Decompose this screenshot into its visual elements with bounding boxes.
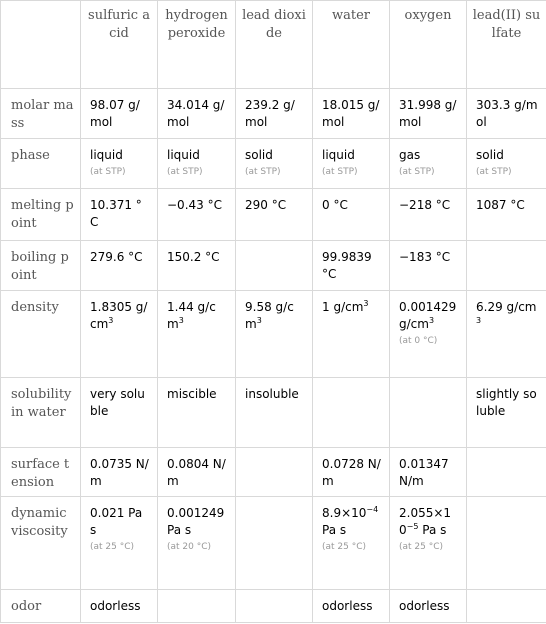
cell-value: insoluble [245,387,299,401]
row-label: solubility in water [1,378,81,448]
cell-value: slightly soluble [476,387,537,418]
table-cell [236,189,313,241]
row-label: molar mass [1,89,81,139]
table-cell [467,291,546,378]
cell-value: 8.9×10 [322,506,367,520]
cell-superscript: −5 [406,522,419,531]
table-row [1,497,546,590]
cell-value: 0.0735 N/m [90,457,149,488]
table-row [1,139,546,189]
table-cell [313,590,390,623]
table-cell [158,139,236,189]
table-cell [390,590,467,623]
row-label: surface tension [1,448,81,497]
table-cell [390,189,467,241]
cell-value: 303.3 g/mol [476,98,538,129]
table-row [1,189,546,241]
table-cell [158,590,236,623]
table-cell [467,241,546,291]
cell-value: gas [399,148,421,162]
table-row [1,241,546,291]
table-cell [236,241,313,291]
cell-value: −0.43 °C [167,198,222,212]
cell-value: 1.44 g/cm [167,300,216,331]
table-cell [467,497,546,590]
table-cell [467,139,546,189]
table-cell [313,378,390,448]
table-cell [467,590,546,623]
table-cell [390,241,467,291]
header-row [1,1,546,89]
column-header: water [313,1,390,89]
cell-value: miscible [167,387,217,401]
corner-cell [1,1,81,89]
table-cell [313,189,390,241]
table-cell [81,291,158,378]
table-cell [236,139,313,189]
table-cell [236,448,313,497]
table-cell [158,89,236,139]
table-cell [81,189,158,241]
table-cell [390,448,467,497]
cell-value: 0.0728 N/m [322,457,381,488]
cell-value: liquid [322,148,355,162]
cell-value: 2.055×10 [399,506,452,537]
table-cell [236,590,313,623]
table-cell [236,497,313,590]
cell-superscript: 3 [363,299,369,308]
table-cell [81,497,158,590]
cell-value: solid [245,148,273,162]
table-cell [313,89,390,139]
cell-note: (at STP) [245,167,281,177]
table-cell [390,291,467,378]
cell-value: −218 °C [399,198,451,212]
cell-superscript: 3 [108,316,114,325]
cell-value: 239.2 g/mol [245,98,295,129]
cell-value: solid [476,148,504,162]
cell-value: 0 °C [322,198,348,212]
cell-note: (at STP) [476,167,512,177]
row-label: boiling point [1,241,81,291]
row-label: odor [1,590,81,623]
table-row [1,378,546,448]
table-row [1,291,546,378]
cell-note: (at 0 °C) [399,336,438,346]
cell-note: (at STP) [322,167,358,177]
table-row [1,590,546,623]
table-cell [390,378,467,448]
cell-value: 0.01347 N/m [399,457,449,488]
cell-value: 9.58 g/cm [245,300,294,331]
cell-note: (at STP) [167,167,203,177]
cell-value: very soluble [90,387,145,418]
table-cell [158,448,236,497]
table-cell [81,448,158,497]
cell-value: odorless [399,599,450,613]
cell-unit: Pa s [418,523,447,537]
cell-note: (at 25 °C) [90,542,135,552]
cell-note: (at 25 °C) [399,542,444,552]
table-cell [236,291,313,378]
cell-value: 279.6 °C [90,250,143,264]
table-row [1,89,546,139]
table-row [1,448,546,497]
cell-value: odorless [90,599,141,613]
table-cell [158,189,236,241]
row-label: dynamic viscosity [1,497,81,590]
table-cell [81,139,158,189]
table-cell [313,139,390,189]
table-cell [313,241,390,291]
table-cell [390,139,467,189]
cell-superscript: −4 [366,505,379,514]
table-cell [158,241,236,291]
cell-value: −183 °C [399,250,451,264]
table-cell [313,291,390,378]
table-cell [158,291,236,378]
table-cell [236,89,313,139]
column-header: hydrogen peroxide [158,1,236,89]
cell-value: 10.371 °C [90,198,142,229]
table-cell [236,378,313,448]
table-cell [467,189,546,241]
table-cell [81,241,158,291]
cell-superscript: 3 [428,316,435,325]
cell-value: 0.0804 N/m [167,457,226,488]
table-body [1,89,546,623]
cell-note: (at STP) [90,167,126,177]
cell-note: (at 20 °C) [167,542,212,552]
cell-value: liquid [90,148,123,162]
cell-value: 34.014 g/mol [167,98,225,129]
cell-value: 1 g/cm [322,300,364,314]
table-cell [313,448,390,497]
column-header: sulfuric acid [81,1,158,89]
cell-note: (at STP) [399,167,435,177]
table-cell [467,89,546,139]
column-header: lead dioxide [236,1,313,89]
cell-value: 290 °C [245,198,287,212]
cell-value: 98.07 g/mol [90,98,140,129]
cell-note: (at 25 °C) [322,542,367,552]
cell-value: 0.021 Pa s [90,506,143,537]
column-header: oxygen [390,1,467,89]
row-label: melting point [1,189,81,241]
cell-value: 18.015 g/mol [322,98,380,129]
cell-value: 0.001429 g/cm [399,300,457,331]
row-label: density [1,291,81,378]
table-cell [158,378,236,448]
cell-value: 31.998 g/mol [399,98,457,129]
cell-superscript: 3 [178,316,184,325]
table-cell [313,497,390,590]
cell-value: 0.00124​9 Pa s [167,506,225,537]
table-cell [467,448,546,497]
cell-unit: Pa s [322,523,347,537]
cell-value: 1087 °C [476,198,525,212]
row-label: phase [1,139,81,189]
cell-value: 150.2 °C [167,250,220,264]
table-cell [81,89,158,139]
column-header: lead(II) sulfate [467,1,546,89]
cell-superscript: 3 [256,316,262,325]
cell-value: 99.9839 °C [322,250,372,281]
table-cell [390,89,467,139]
table-cell [158,497,236,590]
table-cell [467,378,546,448]
cell-superscript: 3 [476,316,482,325]
cell-value: 6.29 g/cm [476,300,537,314]
table-cell [81,590,158,623]
cell-value: odorless [322,599,373,613]
cell-value: liquid [167,148,200,162]
table-cell [81,378,158,448]
cell-value: 1.8305 g/cm [90,300,148,331]
table-cell [390,497,467,590]
